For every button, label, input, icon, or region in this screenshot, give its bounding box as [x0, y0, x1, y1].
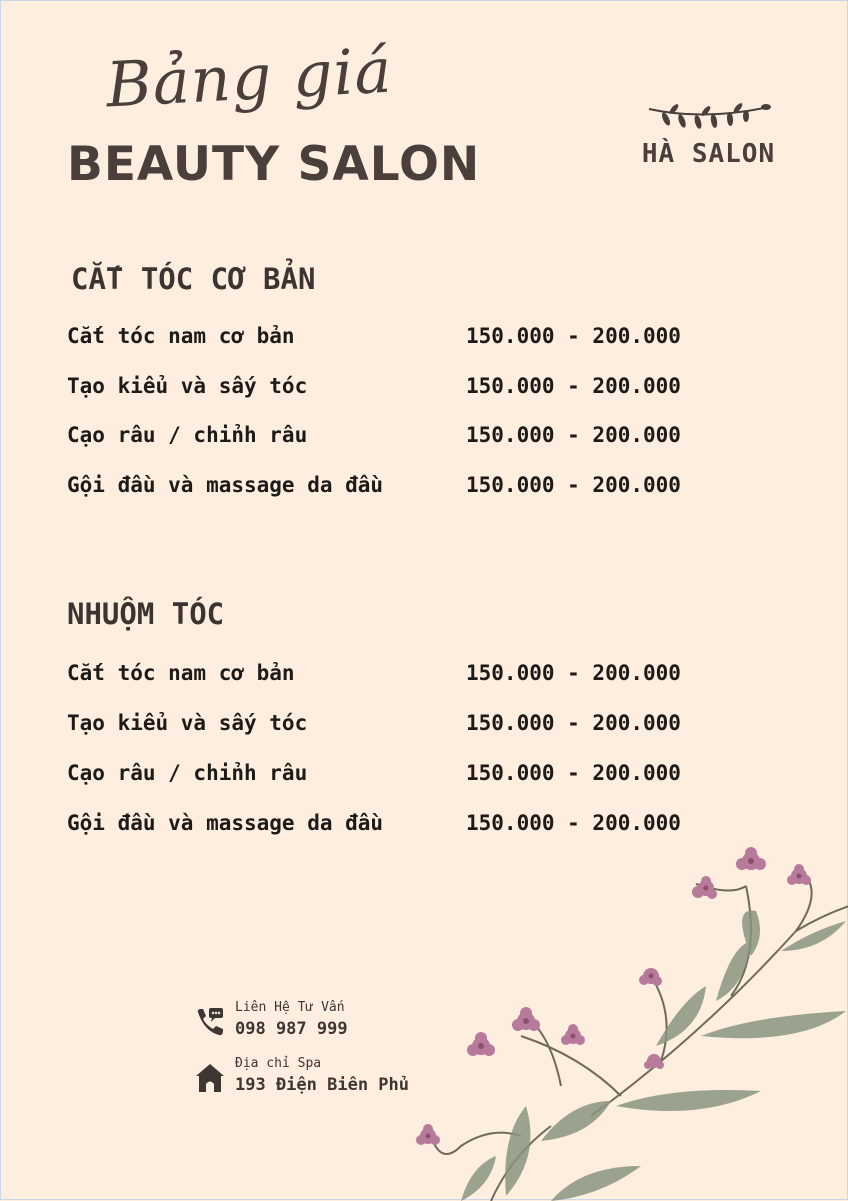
- floral-decoration: [401, 836, 848, 1201]
- phone-label: Liên Hệ Tư Vấn: [235, 1000, 345, 1015]
- home-icon: [194, 1062, 226, 1094]
- service-name: Tạo kiểu và sấy tóc: [67, 711, 308, 735]
- main-title: BEAUTY SALON: [67, 137, 481, 192]
- list-item: [67, 423, 747, 453]
- script-title: Bảng giá: [104, 33, 395, 122]
- service-price: 150.000 - 200.000: [466, 811, 681, 835]
- list-item: [67, 711, 747, 741]
- list-item: [67, 324, 747, 354]
- address-label: Địa chỉ Spa: [235, 1056, 322, 1071]
- list-item: [67, 374, 747, 404]
- laurel-branch-icon: [644, 101, 774, 133]
- service-price: 150.000 - 200.000: [466, 661, 681, 685]
- service-name: Gội đầu và massage da đầu: [67, 473, 384, 497]
- service-name: Tạo kiểu và sấy tóc: [67, 374, 308, 398]
- section-title-nhuom-toc: NHUỘM TÓC: [67, 597, 225, 631]
- service-price: 150.000 - 200.000: [466, 711, 681, 735]
- service-name: Cắt tóc nam cơ bản: [67, 661, 295, 685]
- service-name: Cắt tóc nam cơ bản: [67, 324, 295, 348]
- service-price: 150.000 - 200.000: [466, 374, 681, 398]
- brand-name: HÀ SALON: [641, 139, 776, 169]
- service-price: 150.000 - 200.000: [466, 324, 681, 348]
- list-item: [67, 661, 747, 691]
- list-item: [67, 473, 747, 503]
- phone-chat-icon: [194, 1006, 226, 1038]
- address-value: 193 Điện Biên Phủ: [235, 1075, 409, 1095]
- service-name: Gội đầu và massage da đầu: [67, 811, 384, 835]
- phone-number: 098 987 999: [235, 1019, 348, 1039]
- service-price: 150.000 - 200.000: [466, 761, 681, 785]
- service-name: Cạo râu / chỉnh râu: [67, 423, 308, 447]
- brand-block: [621, 101, 796, 169]
- service-price: 150.000 - 200.000: [466, 423, 681, 447]
- service-price: 150.000 - 200.000: [466, 473, 681, 497]
- list-item: [67, 761, 747, 791]
- section-title-cat-toc: CẮT TÓC CƠ BẢN: [71, 262, 316, 296]
- service-name: Cạo râu / chỉnh râu: [67, 761, 308, 785]
